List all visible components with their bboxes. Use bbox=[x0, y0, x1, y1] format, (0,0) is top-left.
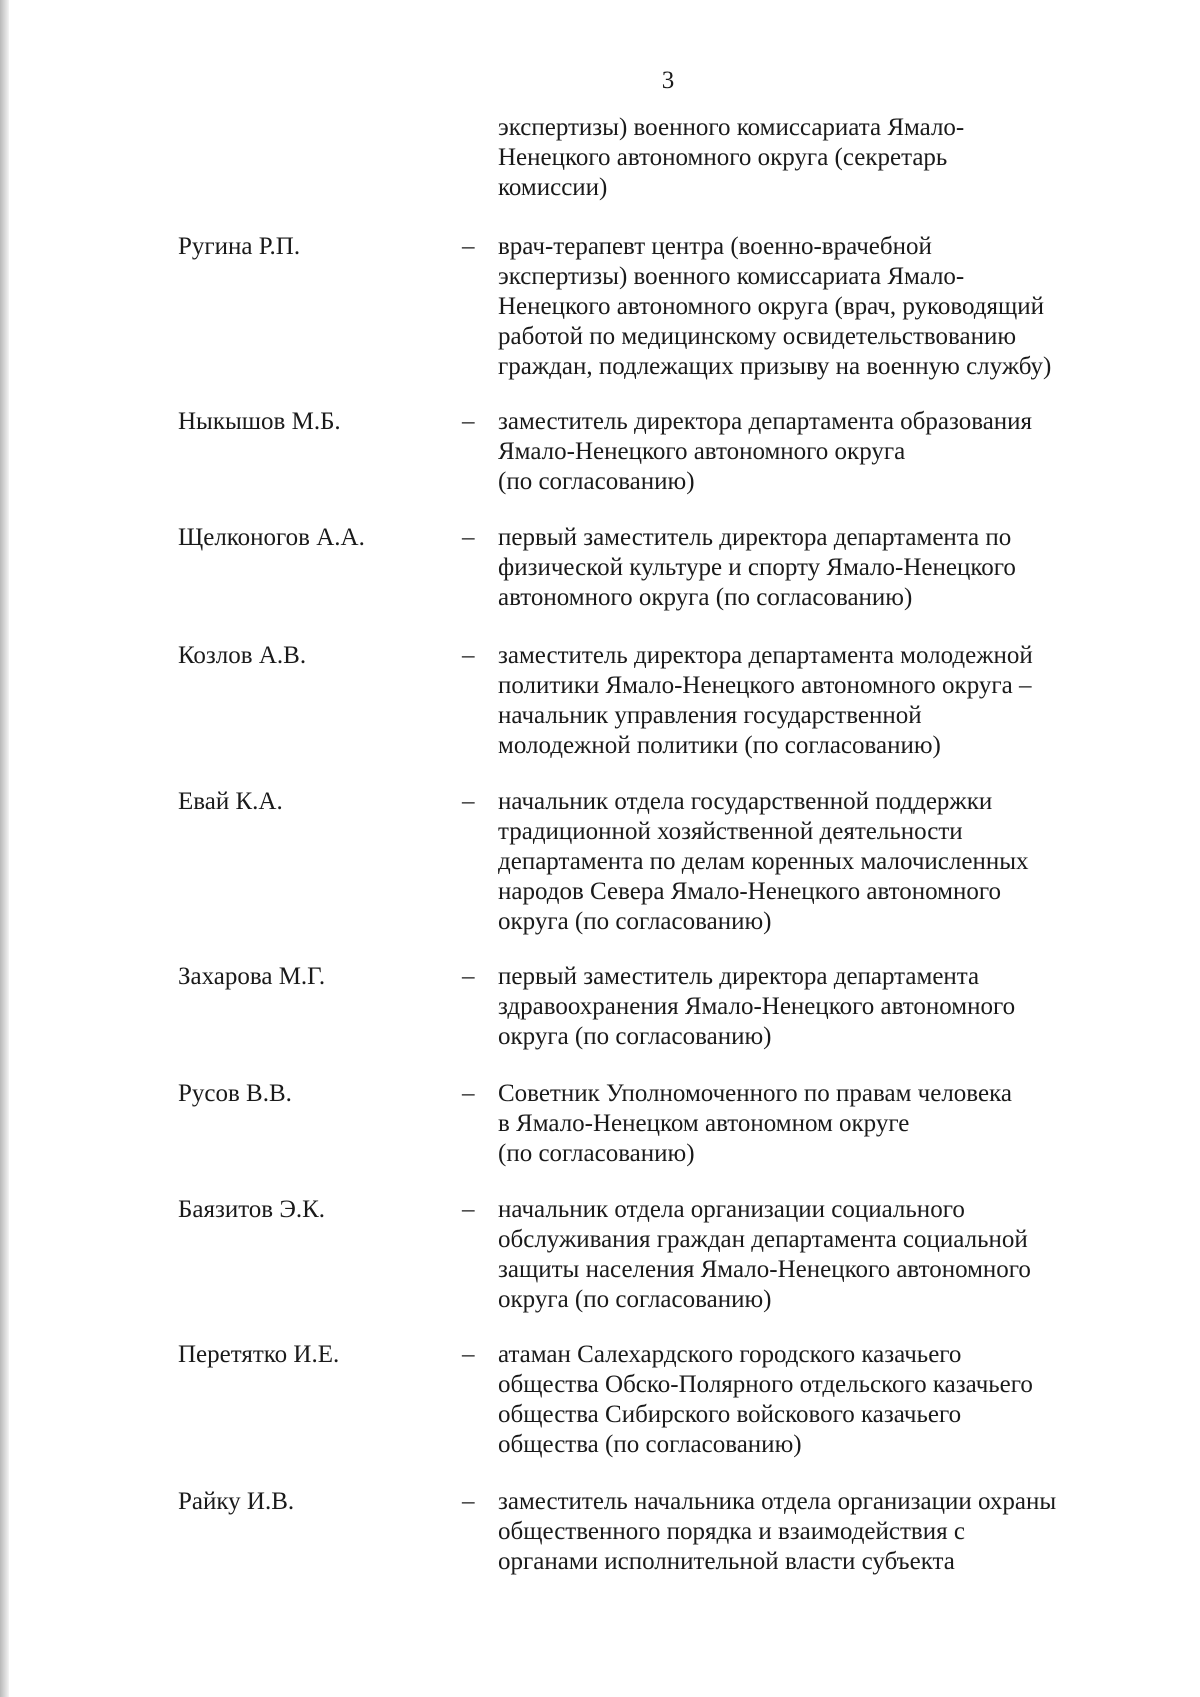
description-line: в Ямало-Ненецком автономном округе bbox=[498, 1110, 910, 1137]
description-line: начальник управления государственной bbox=[498, 702, 922, 729]
member-description bbox=[498, 232, 1158, 382]
member-description bbox=[498, 641, 1158, 761]
description-line: заместитель директора департамента молодежной bbox=[498, 642, 1033, 669]
description-line: (по согласованию) bbox=[498, 1140, 695, 1167]
dash-separator: – bbox=[462, 1196, 475, 1223]
description-line: работой по медицинскому освидетельствованию bbox=[498, 323, 1017, 350]
description-line: комиссии) bbox=[498, 174, 608, 201]
dash-separator: – bbox=[462, 1341, 475, 1368]
description-line: Ненецкого автономного округа (врач, руководящий bbox=[498, 293, 1045, 320]
dash-separator: – bbox=[462, 642, 475, 669]
description-line: защиты населения Ямало-Ненецкого автономного bbox=[498, 1256, 1031, 1283]
description-line: первый заместитель директора департамента по bbox=[498, 524, 1012, 551]
description-line: политики Ямало-Ненецкого автономного округа – bbox=[498, 672, 1032, 699]
dash-separator: – bbox=[462, 1080, 475, 1107]
dash-separator: – bbox=[462, 233, 475, 260]
description-line: округа (по согласованию) bbox=[498, 1023, 772, 1050]
description-line: традиционной хозяйственной деятельности bbox=[498, 818, 963, 845]
description-line: автономного округа (по согласованию) bbox=[498, 584, 913, 611]
description-line: народов Севера Ямало-Ненецкого автономного bbox=[498, 878, 1002, 905]
member-name: Перетятко И.Е. bbox=[178, 1341, 340, 1368]
description-line: Ненецкого автономного округа (секретарь bbox=[498, 144, 948, 171]
description-line: органами исполнительной власти субъекта bbox=[498, 1548, 955, 1575]
dash-separator: – bbox=[462, 524, 475, 551]
scan-left-edge bbox=[0, 0, 9, 1697]
member-name: Захарова М.Г. bbox=[178, 963, 326, 990]
description-line: экспертизы) военного комиссариата Ямало- bbox=[498, 114, 965, 141]
description-line: атаман Салехардского городского казачьего bbox=[498, 1341, 962, 1368]
description-line: округа (по согласованию) bbox=[498, 908, 772, 935]
description-line: молодежной политики (по согласованию) bbox=[498, 732, 941, 759]
continuation-description bbox=[498, 113, 1158, 203]
description-line: округа (по согласованию) bbox=[498, 1286, 772, 1313]
description-line: первый заместитель директора департамента bbox=[498, 963, 980, 990]
description-line: физической культуре и спорту Ямало-Ненецкого bbox=[498, 554, 1016, 581]
member-name: Ныкышов М.Б. bbox=[178, 408, 341, 435]
page-number: 3 bbox=[661, 67, 675, 94]
dash-separator: – bbox=[462, 788, 475, 815]
dash-separator: – bbox=[462, 1488, 475, 1515]
member-name: Русов В.В. bbox=[178, 1080, 292, 1107]
member-name: Райку И.В. bbox=[178, 1488, 295, 1515]
description-line: здравоохранения Ямало-Ненецкого автономного bbox=[498, 993, 1016, 1020]
member-description bbox=[498, 962, 1158, 1052]
member-description bbox=[498, 1340, 1158, 1460]
member-name: Козлов А.В. bbox=[178, 642, 307, 669]
dash-separator: – bbox=[462, 408, 475, 435]
description-line: начальник отдела государственной поддержки bbox=[498, 788, 993, 815]
member-description bbox=[498, 523, 1158, 613]
description-line: (по согласованию) bbox=[498, 468, 695, 495]
dash-separator: – bbox=[462, 963, 475, 990]
description-line: граждан, подлежащих призыву на военную службу) bbox=[498, 353, 1052, 380]
description-line: начальник отдела организации социального bbox=[498, 1196, 965, 1223]
description-line: врач-терапевт центра (военно-врачебной bbox=[498, 233, 932, 260]
description-line: заместитель начальника отдела организации охраны bbox=[498, 1488, 1057, 1515]
description-line: общества (по согласованию) bbox=[498, 1431, 802, 1458]
member-description bbox=[498, 787, 1158, 937]
member-name: Евай К.А. bbox=[178, 788, 283, 815]
member-description bbox=[498, 1487, 1158, 1577]
member-name: Щелконогов А.А. bbox=[178, 524, 365, 551]
description-line: Ямало-Ненецкого автономного округа bbox=[498, 438, 906, 465]
description-line: Советник Уполномоченного по правам человека bbox=[498, 1080, 1012, 1107]
member-description bbox=[498, 1195, 1158, 1315]
member-name: Ругина Р.П. bbox=[178, 233, 301, 260]
description-line: общества Сибирского войскового казачьего bbox=[498, 1401, 962, 1428]
description-line: департамента по делам коренных малочисленных bbox=[498, 848, 1029, 875]
description-line: экспертизы) военного комиссариата Ямало- bbox=[498, 263, 965, 290]
description-line: общественного порядка и взаимодействия с bbox=[498, 1518, 965, 1545]
member-description bbox=[498, 407, 1158, 497]
member-description bbox=[498, 1079, 1158, 1169]
member-name: Баязитов Э.К. bbox=[178, 1196, 326, 1223]
description-line: обслуживания граждан департамента социальной bbox=[498, 1226, 1028, 1253]
description-line: общества Обско-Полярного отдельского казачьего bbox=[498, 1371, 1033, 1398]
description-line: заместитель директора департамента образования bbox=[498, 408, 1033, 435]
